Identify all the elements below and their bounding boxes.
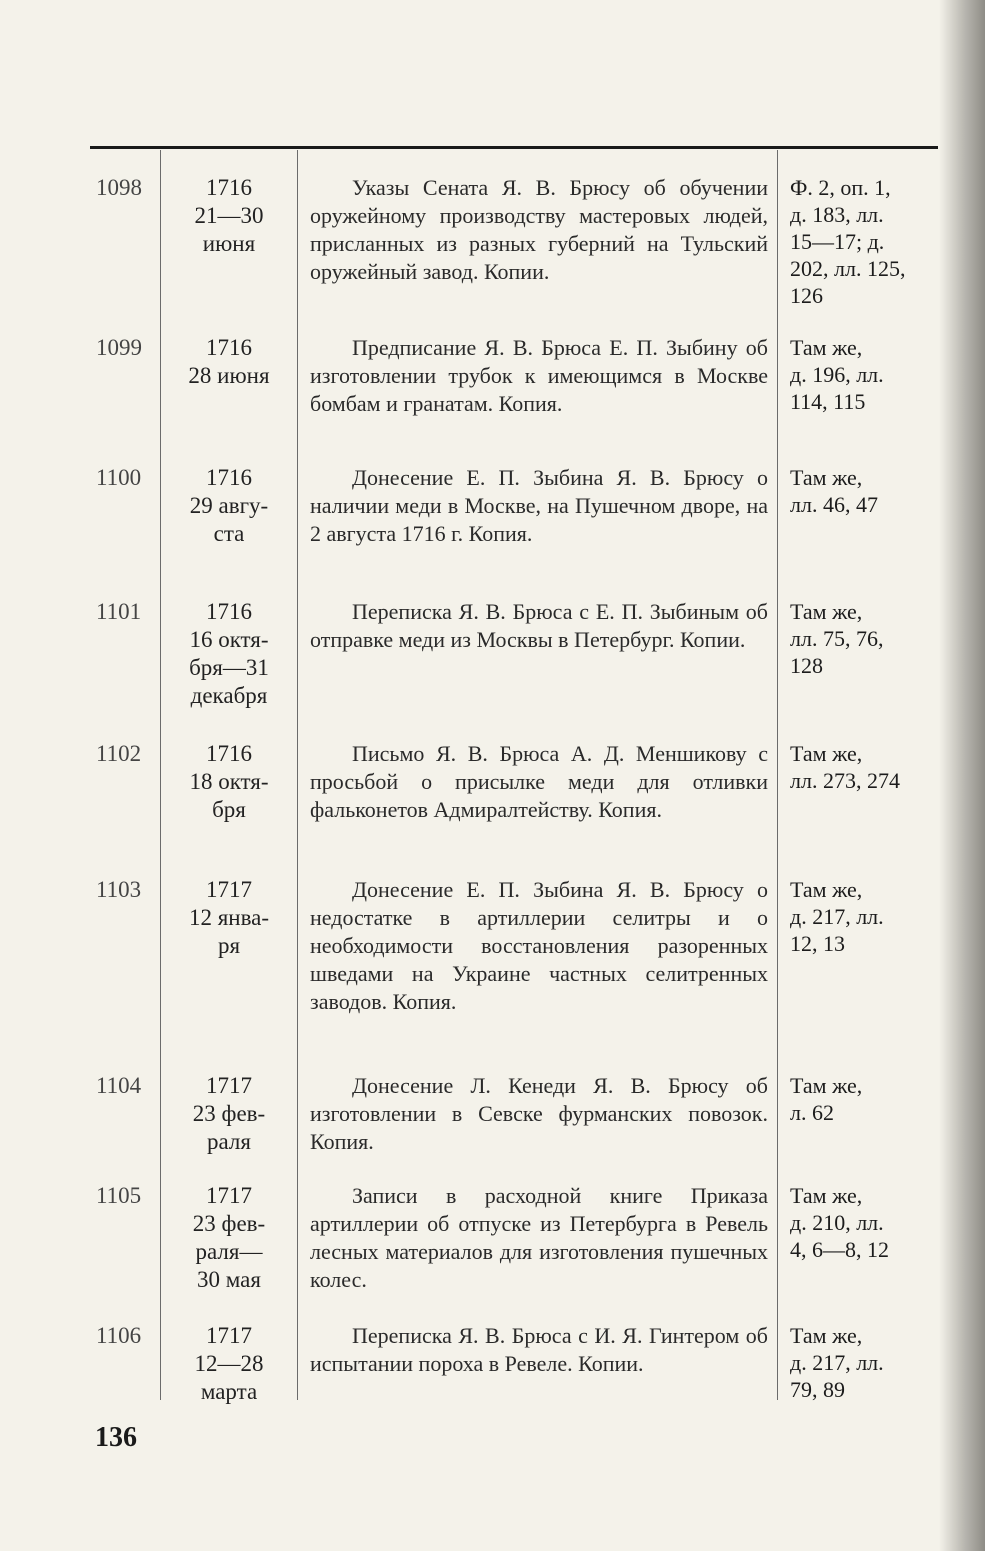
- entry-date: 1716 29 авгу- ста: [189, 465, 269, 546]
- page-edge-shadow: [939, 0, 985, 1551]
- entry-date: 1716 18 октя- бря: [189, 741, 269, 822]
- column-divider-date: [297, 150, 298, 1400]
- top-rule: [90, 146, 938, 149]
- entry-reference: Ф. 2, оп. 1, д. 183, лл. 15—17; д. 202, лл. 125, 126: [790, 175, 906, 308]
- entry-description: Указы Сената Я. В. Брюсу об обучении оружейному производству мастеровых людей, присланных из разных губерний на Тульский оружейный завод. Копии.: [310, 175, 768, 284]
- entry-reference: Там же, д. 217, лл. 12, 13: [790, 877, 884, 956]
- entry-reference: Там же, лл. 273, 274: [790, 741, 900, 793]
- entry-description: Письмо Я. В. Брюса А. Д. Меншикову с просьбой о присылке меди для отливки фальконетов Адмиралтейству. Копия.: [310, 741, 768, 822]
- entry-reference: Там же, д. 217, лл. 79, 89: [790, 1323, 884, 1402]
- entry-reference: Там же, лл. 46, 47: [790, 465, 878, 517]
- entry-number: 1098: [96, 175, 142, 200]
- entry-number: 1106: [96, 1323, 142, 1348]
- entry-number: 1101: [96, 599, 142, 624]
- entry-number: 1104: [96, 1073, 142, 1098]
- column-divider-number: [160, 150, 161, 1400]
- entry-date: 1717 23 фев- раля: [192, 1073, 266, 1154]
- entry-number: 1105: [96, 1183, 142, 1208]
- entry-date: 1716 21—30 июня: [194, 175, 264, 256]
- entry-number: 1099: [96, 335, 142, 360]
- entry-description: Донесение Е. П. Зыбина Я. В. Брюсу о недостатке в артиллерии селитры и о необходимости восстановления разоренных шведами на Украине частных селитренных заводов. Копия.: [310, 877, 768, 1014]
- entry-reference: Там же, д. 196, лл. 114, 115: [790, 335, 884, 414]
- entry-description: Переписка Я. В. Брюса с И. Я. Гинтером об испытании пороха в Ревеле. Копии.: [310, 1323, 768, 1376]
- entry-description: Донесение Е. П. Зыбина Я. В. Брюсу о наличии меди в Москве, на Пушечном дворе, на 2 августа 1716 г. Копия.: [310, 465, 768, 546]
- entry-date: 1717 12 янва- ря: [188, 877, 270, 958]
- entry-description: Донесение Л. Кенеди Я. В. Брюсу об изготовлении в Севске фурманских повозок. Копия.: [310, 1073, 768, 1154]
- entry-description: Записи в расходной книге Приказа артиллерии об отпуске из Петербурга в Ревель лесных материалов для изготовления пушечных колес.: [310, 1183, 768, 1292]
- entry-reference: Там же, л. 62: [790, 1073, 863, 1125]
- entry-description: Переписка Я. В. Брюса с Е. П. Зыбиным об отправке меди из Москвы в Петербург. Копии.: [310, 599, 768, 652]
- entry-date: 1716 28 июня: [188, 335, 270, 388]
- entry-number: 1100: [96, 465, 142, 490]
- entry-date: 1717 12—28 марта: [194, 1323, 264, 1404]
- entry-number: 1102: [96, 741, 142, 766]
- entry-reference: Там же, лл. 75, 76, 128: [790, 599, 884, 678]
- entry-reference: Там же, д. 210, лл. 4, 6—8, 12: [790, 1183, 889, 1262]
- entry-date: 1716 16 октя- бря—31 декабря: [189, 599, 269, 708]
- entry-number: 1103: [96, 877, 142, 902]
- page-number: 136: [95, 1422, 137, 1453]
- entry-description: Предписание Я. В. Брюса Е. П. Зыбину об изготовлении трубок к имеющимся в Москве бомбам и гранатам. Копия.: [310, 335, 768, 416]
- entry-date: 1717 23 фев- раля— 30 мая: [192, 1183, 266, 1292]
- column-divider-description: [777, 150, 778, 1400]
